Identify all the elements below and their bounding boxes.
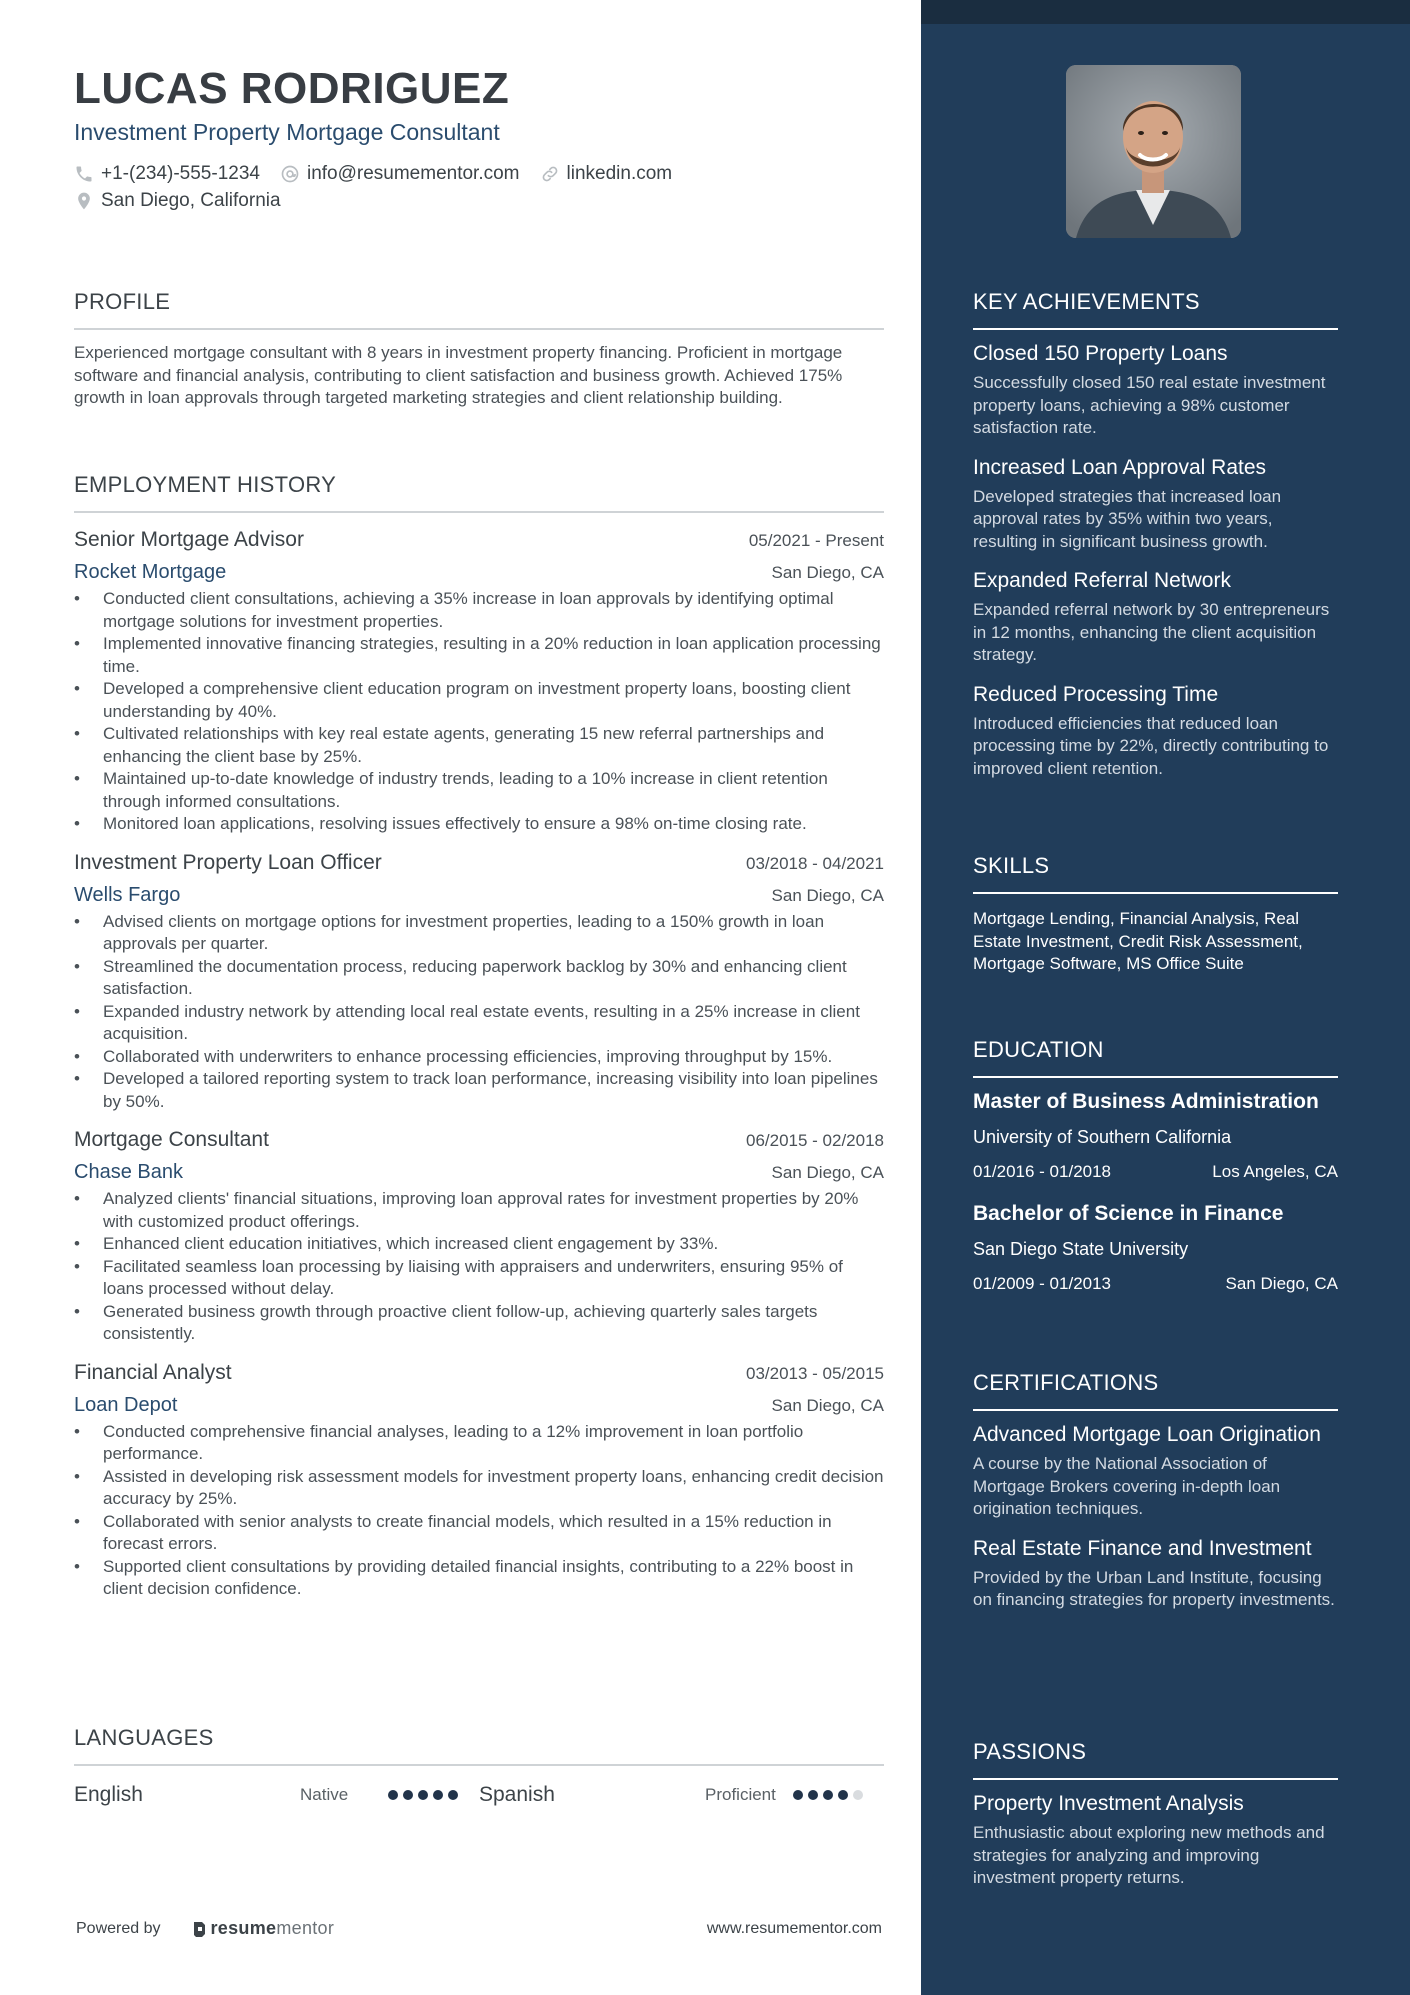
passions-heading: PASSIONS: [973, 1738, 1338, 1780]
footer-url[interactable]: www.resumementor.com: [706, 1919, 882, 1937]
passions-section: [973, 1738, 1338, 1890]
job-bullet: • Implemented innovative financing strategies, resulting in a 20% reduction in loan application processing time.: [74, 633, 884, 678]
job-entry: [74, 848, 884, 1114]
contact-phone: [74, 161, 260, 187]
education-location: San Diego, CA: [1225, 1274, 1338, 1293]
job-bullet: • Streamlined the documentation process, reducing paperwork backlog by 30% and enhancing client satisfaction.: [74, 956, 884, 1001]
certifications-heading: CERTIFICATIONS: [973, 1369, 1338, 1411]
achievement-text: Developed strategies that increased loan approval rates by 35% within two years, resulting in significant business growth.: [973, 486, 1282, 551]
powered-by-label: Powered by: [76, 1919, 161, 1937]
job-bullet: • Cultivated relationships with key real estate agents, generating 15 new referral partnerships and enhancing the client base by 25%.: [74, 723, 884, 768]
skills-section: [973, 852, 1338, 976]
powered-by: [76, 1918, 334, 1939]
brand-logo[interactable]: [191, 1918, 335, 1939]
job-company: Rocket Mortgage: [74, 561, 227, 583]
job-dates: 03/2018 - 04/2021: [745, 853, 884, 873]
job-entry: [74, 525, 884, 836]
rating-dot: [793, 1790, 803, 1800]
job-dates: 05/2021 - Present: [748, 531, 884, 550]
passion-title: Property Investment Analysis: [973, 1792, 1244, 1815]
achievement-text: Successfully closed 150 real estate investment property loans, achieving a 98% customer satisfaction rate.: [973, 373, 1326, 437]
job-bullet: • Collaborated with senior analysts to create financial models, which resulted in a 15% reduction in forecast errors.: [74, 1511, 884, 1556]
skills-text: Mortgage Lending, Financial Analysis, Real Estate Investment, Credit Risk Assessment, Mortgage Software, MS Office Suite: [973, 909, 1303, 973]
education-school: University of Southern California: [973, 1127, 1232, 1147]
language-item: [74, 1783, 479, 1807]
language-rating: [793, 1790, 868, 1800]
languages-heading: LANGUAGES: [74, 1724, 884, 1766]
language-rating: [388, 1790, 463, 1800]
contact-location: [74, 188, 281, 214]
employment-section: [74, 471, 884, 1601]
certification-text: A course by the National Association of Mortgage Brokers covering in-depth loan origination techniques.: [973, 1454, 1281, 1518]
location-pin-icon: [74, 191, 94, 211]
sidebar: [921, 0, 1410, 1995]
job-bullet: • Maintained up-to-date knowledge of industry trends, leading to a 10% increase in client retention through informed consultations.: [74, 768, 884, 813]
achievement-title: Reduced Processing Time: [973, 682, 1219, 706]
job-bullet: • Facilitated seamless loan processing by liaising with appraisers and underwriters, ensuring 95% of loans processed without delay.: [74, 1256, 884, 1301]
job-company: Wells Fargo: [74, 883, 181, 906]
job-bullet: • Conducted client consultations, achieving a 35% increase in loan approvals by identifying optimal mortgage solutions for investment properties.: [74, 588, 884, 633]
email-text: info@resumementor.com: [306, 162, 520, 184]
rating-dot: [808, 1790, 818, 1800]
education-location: Los Angeles, CA: [1212, 1162, 1338, 1181]
job-bullet: • Collaborated with underwriters to enhance processing efficiencies, improving throughput by 15%.: [74, 1046, 884, 1069]
job-bullet: • Monitored loan applications, resolving issues effectively to ensure a 98% on-time closing rate.: [74, 813, 884, 836]
language-level: Proficient: [705, 1785, 776, 1804]
contact-email[interactable]: [280, 161, 520, 187]
education-degree: Bachelor of Science in Finance: [973, 1202, 1284, 1225]
job-bullets: [74, 1421, 884, 1601]
job-bullet: • Developed a tailored reporting system to track loan performance, increasing visibility into loan pipelines by 50%.: [74, 1068, 884, 1113]
certifications-section: [973, 1369, 1338, 1612]
job-bullet: • Enhanced client education initiatives, which increased client engagement by 33%.: [74, 1233, 884, 1256]
profile-photo-illustration: [1066, 65, 1241, 238]
job-title: Senior Mortgage Advisor: [74, 528, 304, 551]
job-entry: [74, 1125, 884, 1346]
rating-dot: [853, 1790, 863, 1800]
footer: [76, 1918, 882, 1939]
certification-title: Real Estate Finance and Investment: [973, 1536, 1312, 1560]
resumementor-logo-icon: [191, 1920, 207, 1938]
rating-dot: [433, 1790, 443, 1800]
passion-text: Enthusiastic about exploring new methods and strategies for analyzing and improving investment property returns.: [973, 1823, 1325, 1887]
job-company: Chase Bank: [74, 1161, 183, 1183]
profile-text: Experienced mortgage consultant with 8 years in investment property financing. Proficient in mortgage software and financial analysis, contributing to client satisfaction and business growth. Achieved 175% growth in loan approvals through targeted marketing strategies and client relationship building.: [74, 343, 843, 407]
certification-text: Provided by the Urban Land Institute, focusing on financing strategies for property investments.: [973, 1567, 1335, 1609]
education-degree: Master of Business Administration: [973, 1090, 1319, 1113]
achievements-section: [973, 288, 1338, 780]
education-dates: 01/2016 - 01/2018: [973, 1162, 1112, 1181]
certification-title: Advanced Mortgage Loan Origination: [973, 1423, 1321, 1446]
achievements-heading: KEY ACHIEVEMENTS: [973, 288, 1338, 330]
job-bullets: [74, 1188, 884, 1346]
achievement-text: Expanded referral network by 30 entrepreneurs in 12 months, enhancing the client acquisition strategy.: [973, 600, 1330, 664]
brand-light: mentor: [276, 1918, 335, 1938]
job-bullets: [74, 588, 884, 836]
job-bullets: [74, 911, 884, 1114]
rating-dot: [448, 1790, 458, 1800]
job-title: Investment Property Loan Officer: [74, 850, 382, 874]
education-heading: EDUCATION: [973, 1036, 1338, 1078]
job-bullet: • Supported client consultations by providing detailed financial insights, contributing to a 22% boost in client decision confidence.: [74, 1556, 884, 1601]
rating-dot: [838, 1790, 848, 1800]
rating-dot: [418, 1790, 428, 1800]
job-bullet: • Developed a comprehensive client education program on investment property loans, boosting client understanding by 40%.: [74, 678, 884, 723]
education-school: San Diego State University: [973, 1239, 1189, 1259]
job-bullet: • Expanded industry network by attending local real estate events, resulting in a 25% increase in client acquisition.: [74, 1001, 884, 1046]
job-bullet: • Advised clients on mortgage options for investment properties, leading to a 150% growth in loan approvals per quarter.: [74, 911, 884, 956]
job-bullet: • Generated business growth through proactive client follow-up, achieving quarterly sales targets consistently.: [74, 1301, 884, 1346]
contact-info: [74, 160, 692, 214]
language-name: Spanish: [479, 1783, 555, 1806]
phone-text: +1-(234)-555-1234: [101, 162, 260, 184]
job-title: Financial Analyst: [74, 1360, 232, 1384]
candidate-title: Investment Property Mortgage Consultant: [74, 119, 500, 145]
linkedin-text: linkedin.com: [566, 162, 673, 184]
education-dates: 01/2009 - 01/2013: [973, 1274, 1112, 1293]
job-location: San Diego, CA: [771, 563, 884, 582]
location-text: San Diego, California: [101, 189, 281, 211]
job-location: San Diego, CA: [771, 1163, 884, 1182]
job-entry: [74, 1358, 884, 1601]
employment-heading: EMPLOYMENT HISTORY: [74, 471, 884, 513]
job-bullet: • Assisted in developing risk assessment models for investment property loans, enhancing credit decision accuracy by 25%.: [74, 1466, 884, 1511]
job-dates: 06/2015 - 02/2018: [745, 1131, 884, 1150]
achievement-title: Closed 150 Property Loans: [973, 342, 1228, 365]
language-item: [479, 1783, 884, 1807]
rating-dot: [388, 1790, 398, 1800]
achievement-title: Expanded Referral Network: [973, 569, 1231, 592]
job-dates: 03/2013 - 05/2015: [745, 1363, 884, 1383]
at-icon: [280, 164, 300, 184]
contact-linkedin[interactable]: [540, 161, 673, 187]
job-company: Loan Depot: [74, 1393, 178, 1416]
rating-dot: [403, 1790, 413, 1800]
job-bullet: • Analyzed clients' financial situations, improving loan approval rates for investment properties by 20% with customized product offerings.: [74, 1188, 884, 1233]
achievement-text: Introduced efficiencies that reduced loan processing time by 22%, directly contributing to improved client retention.: [973, 713, 1329, 778]
education-section: [973, 1036, 1338, 1296]
job-title: Mortgage Consultant: [74, 1128, 269, 1151]
rating-dot: [823, 1790, 833, 1800]
candidate-name: LUCAS RODRIGUEZ: [74, 64, 510, 113]
profile-section: [74, 288, 884, 410]
achievement-title: Increased Loan Approval Rates: [973, 455, 1267, 479]
sidebar-top-bar: [921, 0, 1410, 24]
brand-bold: resume: [210, 1918, 277, 1938]
phone-icon: [74, 164, 94, 184]
profile-heading: PROFILE: [74, 288, 884, 330]
language-name: English: [74, 1783, 143, 1806]
language-level: Native: [300, 1785, 349, 1804]
link-icon: [540, 164, 560, 184]
job-location: San Diego, CA: [771, 885, 884, 905]
languages-section: [74, 1724, 884, 1810]
skills-heading: SKILLS: [973, 852, 1338, 894]
profile-photo: [1066, 65, 1241, 238]
job-location: San Diego, CA: [771, 1395, 884, 1415]
job-bullet: • Conducted comprehensive financial analyses, leading to a 12% improvement in loan portfolio performance.: [74, 1421, 884, 1466]
